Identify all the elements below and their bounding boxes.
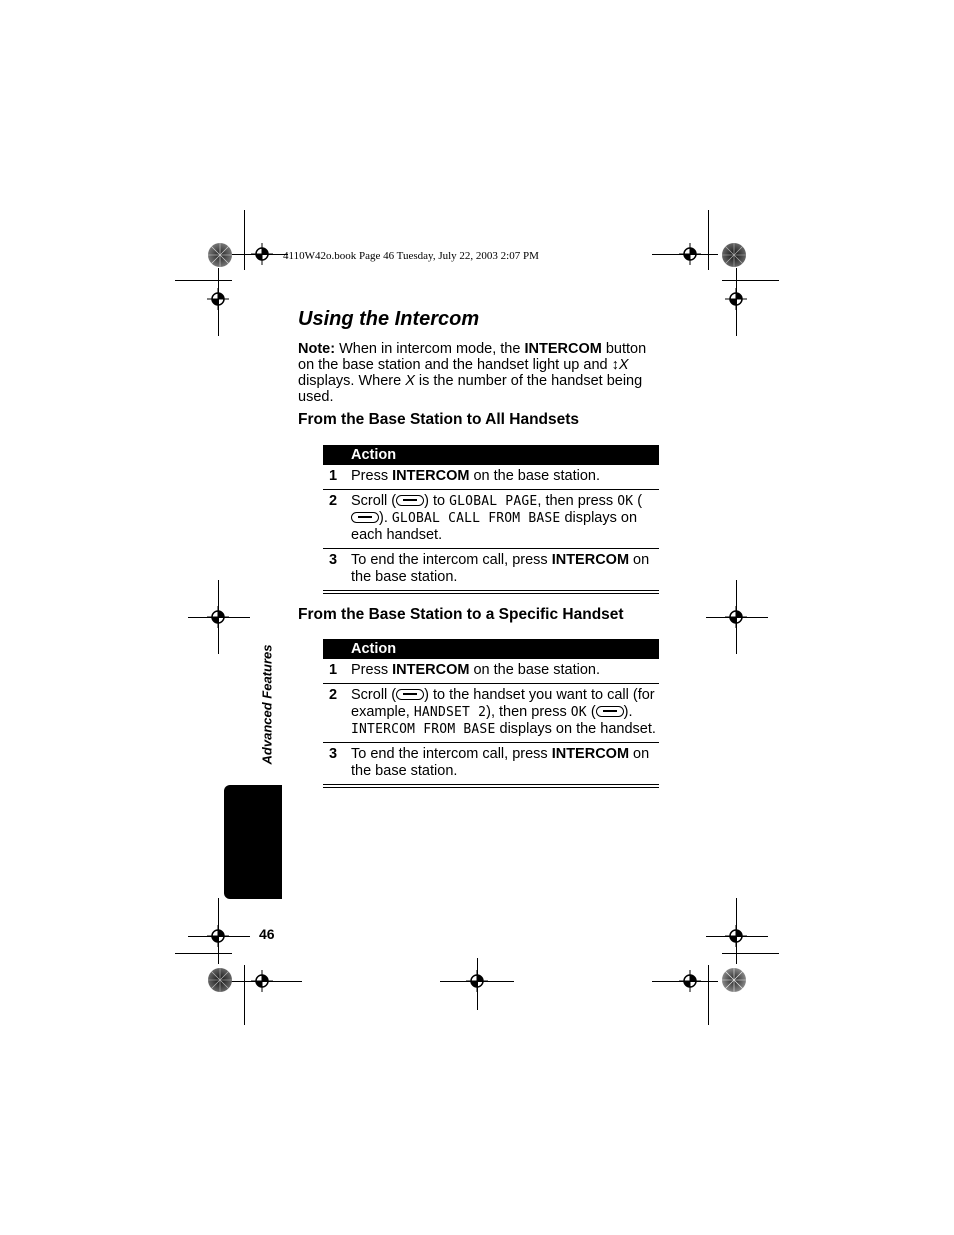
- chapter-side-label: Advanced Features: [259, 644, 275, 765]
- crop-mark: [477, 958, 478, 1010]
- ok-key-icon: [351, 512, 379, 523]
- step-text: To end the intercom call, press: [351, 746, 552, 762]
- crop-mark: [244, 210, 245, 270]
- ok-key-icon: [596, 706, 624, 717]
- page-number: 46: [259, 926, 275, 942]
- step-text: Press: [351, 468, 393, 484]
- step-text: displays on each handset.: [351, 510, 638, 543]
- intercom-key-name: INTERCOM: [551, 746, 630, 762]
- table-end-rule: [323, 591, 659, 594]
- intercom-arrow-icon: ↕: [611, 357, 619, 373]
- step-text: To end the intercom call, press: [351, 552, 552, 568]
- chapter-tab: [224, 785, 282, 899]
- step-text: on the base station.: [469, 468, 601, 484]
- table-row: [323, 490, 659, 549]
- table-row: [323, 684, 659, 743]
- step-text: on the base station.: [469, 662, 601, 678]
- crop-mark: [722, 280, 779, 281]
- step-text: ), then press: [486, 704, 571, 720]
- step-text: (: [633, 493, 643, 509]
- step-text: (: [586, 704, 596, 720]
- note-text: displays. Where: [298, 373, 406, 389]
- color-bar-icon: [207, 242, 233, 268]
- table-row: [323, 743, 659, 785]
- crop-mark: [188, 936, 250, 937]
- step-text: Scroll (: [351, 687, 397, 703]
- scroll-key-icon: [396, 689, 424, 700]
- crop-mark: [708, 965, 709, 1025]
- crop-mark: [244, 965, 245, 1025]
- color-bar-icon: [721, 242, 747, 268]
- action-table-specific-handset: [323, 639, 659, 788]
- step-text: Scroll (: [351, 493, 397, 509]
- step-text: Press: [351, 662, 393, 678]
- display-text: OK: [570, 705, 587, 720]
- print-header: 4110W42o.book Page 46 Tuesday, July 22, 2003 2:07 PM: [283, 250, 539, 262]
- intercom-key-name: INTERCOM: [392, 468, 470, 484]
- display-text: HANDSET 2: [413, 705, 487, 720]
- page-title: Using the Intercom: [298, 308, 480, 330]
- crop-mark: [736, 898, 737, 964]
- color-bar-icon: [721, 967, 747, 993]
- note-text: When in intercom mode, the: [335, 341, 525, 357]
- step-text: displays on the handset.: [495, 721, 656, 737]
- intercom-key-name: INTERCOM: [392, 662, 470, 678]
- step-text: on the base station.: [351, 746, 650, 779]
- step-number: 3: [329, 552, 338, 568]
- intercom-key-name: INTERCOM: [551, 552, 630, 568]
- crop-mark: [708, 210, 709, 270]
- handset-variable: X: [618, 357, 629, 373]
- display-text: INTERCOM FROM BASE: [351, 722, 496, 737]
- note-text: is the number of the handset being used.: [298, 373, 643, 405]
- crop-mark: [218, 268, 219, 336]
- handset-variable: X: [405, 373, 415, 389]
- table-row: [323, 549, 659, 591]
- scroll-key-icon: [396, 495, 424, 506]
- table-row: [323, 465, 659, 490]
- note-paragraph: [298, 341, 664, 405]
- crop-mark: [188, 617, 250, 618]
- crop-mark: [736, 268, 737, 336]
- step-text: on the base station.: [351, 552, 650, 585]
- color-bar-icon: [207, 967, 233, 993]
- note-text: button on the base station and the handset light up and: [298, 341, 647, 373]
- step-text: ).: [379, 510, 392, 526]
- table-header: Action: [323, 639, 659, 659]
- step-text: ).: [623, 704, 633, 720]
- section-heading-specific-handset: From the Base Station to a Specific Handset: [298, 606, 624, 623]
- crop-mark: [228, 981, 302, 982]
- table-row: [323, 659, 659, 684]
- crop-mark: [706, 617, 768, 618]
- display-text: GLOBAL CALL FROM BASE: [391, 511, 561, 526]
- note-label: Note:: [298, 341, 336, 357]
- table-end-rule: [323, 785, 659, 788]
- section-heading-all-handsets: From the Base Station to All Handsets: [298, 411, 580, 428]
- intercom-key-name: INTERCOM: [524, 341, 602, 357]
- step-number: 1: [329, 468, 338, 484]
- crop-mark: [722, 953, 779, 954]
- action-table-all-handsets: [323, 445, 659, 594]
- step-number: 2: [329, 493, 338, 509]
- crop-mark: [218, 898, 219, 964]
- step-text: , then press: [537, 493, 618, 509]
- table-header: Action: [323, 445, 659, 465]
- crop-mark: [175, 953, 232, 954]
- step-number: 3: [329, 746, 338, 762]
- crop-mark: [652, 981, 718, 982]
- crop-mark: [652, 254, 718, 255]
- step-number: 1: [329, 662, 338, 678]
- display-text: OK: [617, 494, 634, 509]
- step-number: 2: [329, 687, 338, 703]
- display-text: GLOBAL PAGE: [449, 494, 538, 509]
- step-text: ) to: [424, 493, 450, 509]
- crop-mark: [228, 254, 288, 255]
- crop-mark: [706, 936, 768, 937]
- crop-mark: [175, 280, 232, 281]
- step-text: ) to the handset you want to call (for example,: [351, 687, 655, 720]
